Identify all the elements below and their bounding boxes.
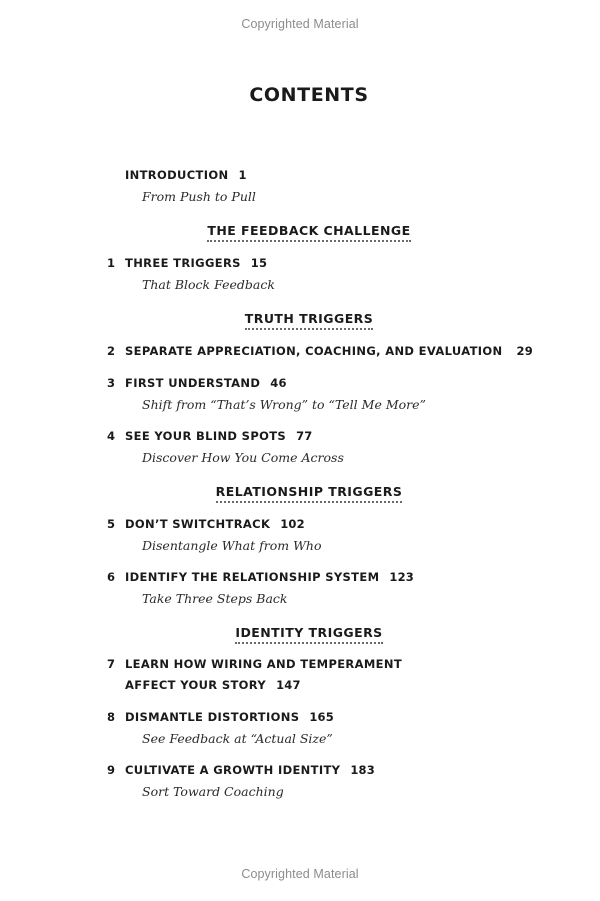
toc-entry-subtitle: Disentangle What from Who xyxy=(142,538,322,553)
chapter-number: 8 xyxy=(107,710,116,724)
part-heading-truth-triggers: TRUTH TRIGGERS xyxy=(0,311,600,330)
chapter-number: 1 xyxy=(107,256,116,270)
toc-entry-title-line2: AFFECT YOUR STORY xyxy=(125,678,267,692)
copyright-watermark-top: Copyrighted Material xyxy=(241,17,359,31)
toc-entry-page: 1 xyxy=(238,168,247,182)
toc-entry-title: FIRST UNDERSTAND xyxy=(125,376,261,390)
toc-entry-title: INTRODUCTION xyxy=(125,168,229,182)
chapter-number: 5 xyxy=(107,517,116,531)
page-title: CONTENTS xyxy=(249,84,369,106)
toc-entry-subtitle: Take Three Steps Back xyxy=(142,591,288,606)
toc-entry-subtitle: Shift from “That’s Wrong” to “Tell Me More” xyxy=(142,397,426,412)
toc-entry-title: LEARN HOW WIRING AND TEMPERAMENT xyxy=(125,657,403,671)
toc-entry-title: DISMANTLE DISTORTIONS xyxy=(125,710,300,724)
part-heading-identity-triggers: IDENTITY TRIGGERS xyxy=(0,625,600,644)
toc-entry-page: 147 xyxy=(276,678,301,692)
toc-entry-title: SEE YOUR BLIND SPOTS xyxy=(125,429,287,443)
toc-entry-page: 123 xyxy=(389,570,414,584)
toc-entry-title: SEPARATE APPRECIATION, COACHING, AND EVALUATION xyxy=(125,344,503,358)
toc-entry-page: 165 xyxy=(309,710,334,724)
chapter-number: 3 xyxy=(107,376,116,390)
chapter-number: 2 xyxy=(107,344,116,358)
toc-entry-subtitle: From Push to Pull xyxy=(142,189,256,204)
chapter-number: 7 xyxy=(107,657,116,671)
copyright-watermark-bottom: Copyrighted Material xyxy=(241,867,359,881)
toc-entry-subtitle: That Block Feedback xyxy=(142,277,275,292)
toc-entry-page: 46 xyxy=(270,376,287,390)
toc-entry-page: 77 xyxy=(296,429,313,443)
toc-entry-page: 183 xyxy=(350,763,375,777)
toc-entry-title: DON’T SWITCHTRACK xyxy=(125,517,271,531)
toc-entry-page: 102 xyxy=(280,517,305,531)
toc-entry-title: THREE TRIGGERS xyxy=(125,256,241,270)
toc-entry-page: 29 xyxy=(516,344,533,358)
part-heading-feedback-challenge: THE FEEDBACK CHALLENGE xyxy=(0,223,600,242)
toc-entry-subtitle: Sort Toward Coaching xyxy=(142,784,284,799)
toc-entry-subtitle: Discover How You Come Across xyxy=(142,450,344,465)
toc-entry-subtitle: See Feedback at “Actual Size” xyxy=(142,731,333,746)
toc-entry-page: 15 xyxy=(250,256,268,270)
chapter-number: 9 xyxy=(107,763,116,777)
toc-entry-title: CULTIVATE A GROWTH IDENTITY xyxy=(125,763,341,777)
part-heading-relationship-triggers: RELATIONSHIP TRIGGERS xyxy=(0,484,600,503)
toc-entry-title: IDENTIFY THE RELATIONSHIP SYSTEM xyxy=(125,570,380,584)
chapter-number: 4 xyxy=(107,429,116,443)
chapter-number: 6 xyxy=(107,570,116,584)
